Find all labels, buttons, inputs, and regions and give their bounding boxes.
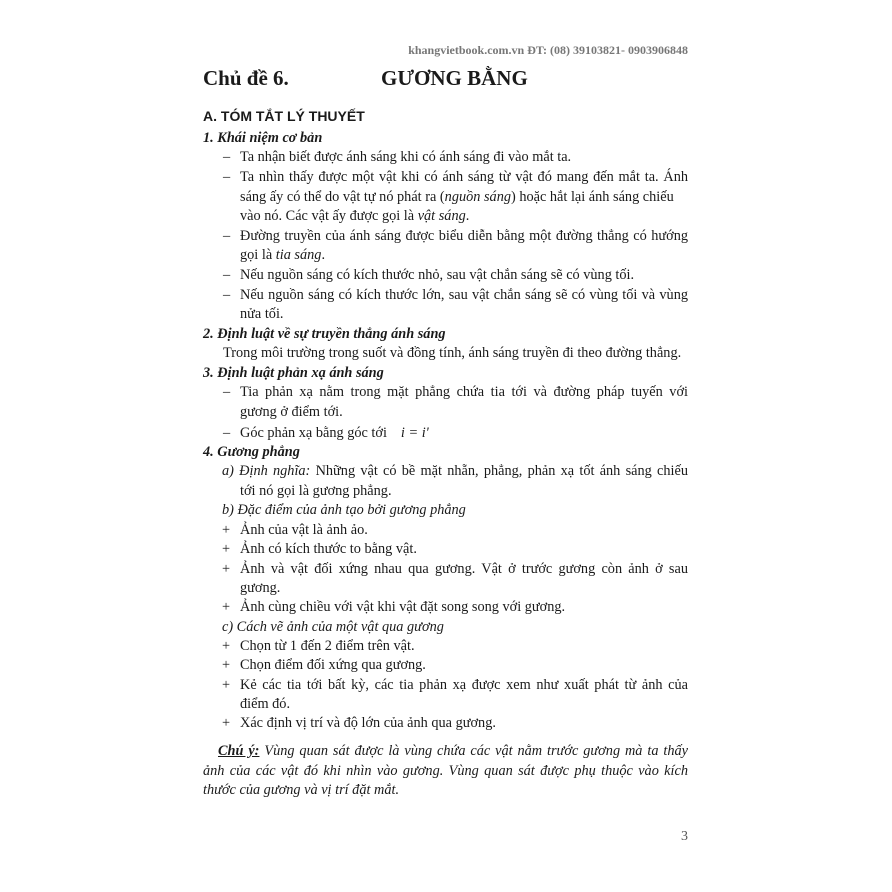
text: ) hoặc hắt lại ánh sáng chiếu — [511, 189, 674, 205]
s1-bullet-1: Ta nhận biết được ánh sáng khi có ánh sáng đi vào mắt ta. — [240, 149, 572, 165]
s4-definition-line-2: tới nó gọi là gương phẳng. — [240, 483, 392, 499]
text: gọi là — [240, 247, 276, 263]
text: Những vật có bề mặt nhẵn, phẳng, phản xạ tốt ánh sáng chiếu — [310, 463, 688, 479]
s4-b-heading: b) Đặc điểm của ảnh tạo bởi gương phẳng — [222, 502, 466, 518]
s4-heading: 4. Gương phẳng — [203, 444, 300, 460]
s1-bullet-4: Nếu nguồn sáng có kích thước nhỏ, sau vật chắn sáng sẽ có vùng tối. — [240, 267, 635, 283]
dash-marker: – — [223, 267, 231, 283]
text: vào nó. Các vật ấy được gọi là — [240, 208, 418, 224]
s2-heading: 2. Định luật về sự truyền thẳng ánh sáng — [203, 326, 446, 342]
formula: i = i' — [400, 425, 429, 441]
dash-marker: – — [223, 149, 231, 165]
text: Vùng quan sát được là vùng chứa các vật nằm trước gương mà ta thấy — [259, 743, 688, 759]
s4-b-item-4: Ảnh cùng chiều với vật khi vật đặt song song với gương. — [240, 599, 566, 615]
plus-marker: + — [222, 541, 231, 557]
italic-term: nguồn sáng — [444, 189, 511, 205]
s1-bullet-2-line-1: Ta nhìn thấy được một vật khi có ánh sáng từ vật đó mang đến mắt ta. Ánh — [240, 169, 688, 185]
s4-c-item-3-line-2: điểm đó. — [240, 696, 291, 712]
s1-bullet-5-line-1: Nếu nguồn sáng có kích thước lớn, sau vật chắn sáng sẽ có vùng tối và vùng — [240, 287, 688, 303]
text: . — [465, 208, 470, 224]
plus-marker: + — [222, 657, 231, 673]
s4-c-heading: c) Cách vẽ ảnh của một vật qua gương — [222, 619, 444, 635]
page-title — [203, 66, 528, 91]
s1-bullet-3-line-1: Đường truyền của ánh sáng được biểu diễn bằng một đường thẳng có hướng — [240, 228, 688, 244]
header-site: khangvietbook.com.vn — [408, 43, 525, 57]
s4-definition-line-1 — [222, 462, 688, 482]
plus-marker: + — [222, 522, 231, 538]
s4-c-item-4: Xác định vị trí và độ lớn của ảnh qua gương. — [240, 715, 496, 731]
topic-name: GƯƠNG BẰNG — [381, 66, 528, 90]
s3-bullet-2 — [240, 424, 429, 444]
s4-c-item-2: Chọn điểm đối xứng qua gương. — [240, 657, 426, 673]
dash-marker: – — [223, 169, 231, 185]
s1-heading: 1. Khái niệm cơ bản — [203, 130, 323, 146]
s4-b-item-1: Ảnh của vật là ảnh ảo. — [240, 522, 368, 538]
note-line-2: ảnh của các vật đó khi nhìn vào gương. Vùng quan sát được phụ thuộc vào kích — [203, 763, 688, 779]
note-label: Chú ý: — [218, 743, 260, 759]
header-phone: ĐT: (08) 39103821- 0903906848 — [527, 43, 688, 57]
s1-bullet-5-line-2: nửa tối. — [240, 306, 284, 322]
section-heading: A. TÓM TẮT LÝ THUYẾT — [203, 108, 365, 124]
plus-marker: + — [222, 599, 231, 615]
s1-bullet-2-line-3 — [240, 207, 469, 227]
plus-marker: + — [222, 561, 231, 577]
page-number: 3 — [681, 829, 688, 844]
definition-label: a) Định nghĩa: — [222, 463, 311, 479]
page-header — [408, 43, 688, 58]
text: . — [321, 247, 326, 263]
dash-marker: – — [223, 425, 231, 441]
s4-c-item-3-line-1: Kẻ các tia tới bất kỳ, các tia phản xạ được xem như xuất phát từ ảnh của — [240, 677, 688, 693]
dash-marker: – — [223, 384, 231, 400]
s4-b-item-2: Ảnh có kích thước to bằng vật. — [240, 541, 417, 557]
s1-bullet-2-line-2 — [240, 188, 674, 208]
plus-marker: + — [222, 715, 231, 731]
s1-bullet-3-line-2 — [240, 246, 325, 266]
s4-b-item-3-line-1: Ảnh và vật đối xứng nhau qua gương. Vật ở trước gương còn ảnh ở sau — [240, 561, 688, 577]
text: sáng ấy có thể do vật tự nó phát ra ( — [240, 189, 445, 205]
dash-marker: – — [223, 287, 231, 303]
s3-bullet-1-line-2: gương ở điểm tới. — [240, 404, 343, 420]
plus-marker: + — [222, 677, 231, 693]
s3-heading: 3. Định luật phản xạ ánh sáng — [203, 365, 384, 381]
s4-c-item-1: Chọn từ 1 đến 2 điểm trên vật. — [240, 638, 415, 654]
topic-number: Chủ đề 6. — [203, 66, 289, 90]
italic-term: vật sáng — [417, 208, 466, 224]
note-line-1 — [218, 742, 688, 762]
note-line-3: thước của gương và vị trí đặt mắt. — [203, 782, 400, 798]
s3-bullet-1-line-1: Tia phản xạ nằm trong mặt phẳng chứa tia tới và đường pháp tuyến với — [240, 384, 688, 400]
dash-marker: – — [223, 228, 231, 244]
s2-text: Trong môi trường trong suốt và đồng tính, ánh sáng truyền đi theo đường thẳng. — [223, 345, 682, 361]
italic-term: tia sáng — [275, 247, 322, 263]
s4-b-item-3-line-2: gương. — [240, 580, 281, 596]
plus-marker: + — [222, 638, 231, 654]
text: Góc phản xạ bằng góc tới — [240, 425, 387, 441]
